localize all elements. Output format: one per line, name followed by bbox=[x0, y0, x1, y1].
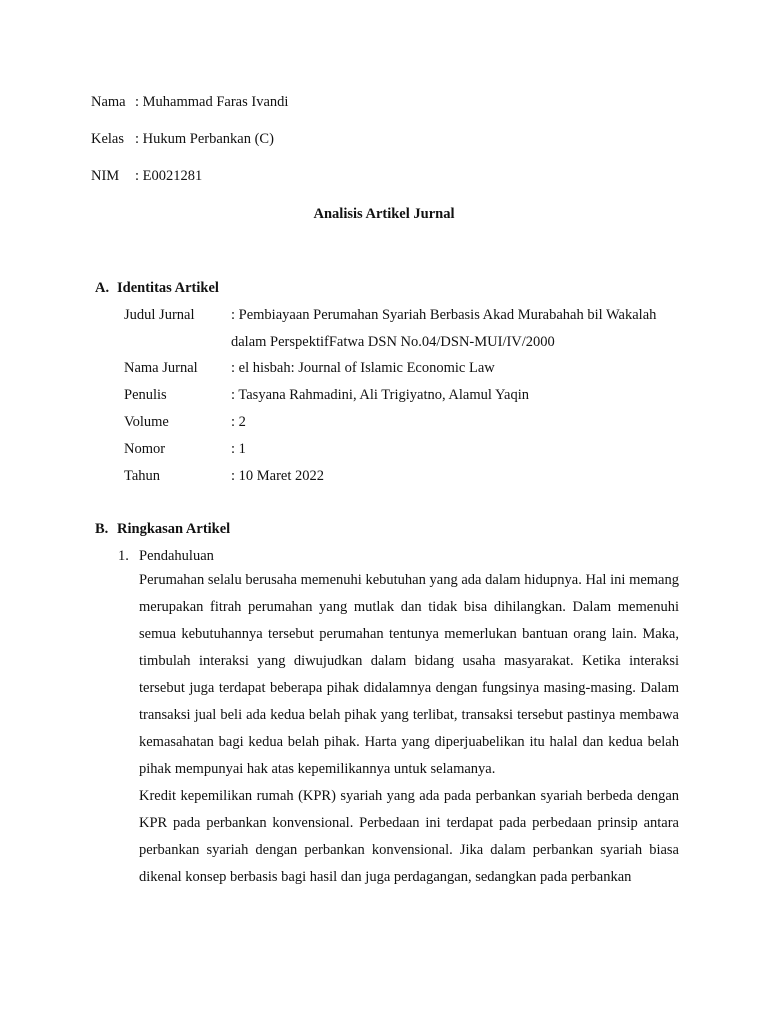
nim-label: NIM bbox=[91, 168, 120, 184]
section-a-letter: A. bbox=[95, 280, 110, 296]
section-b-title: Ringkasan Artikel bbox=[117, 521, 231, 537]
identity-label: Volume bbox=[124, 414, 169, 430]
identity-row-year bbox=[124, 466, 324, 486]
identity-value: : 1 bbox=[231, 441, 246, 457]
section-b-heading bbox=[95, 519, 230, 539]
subsection-number: 1. bbox=[118, 548, 129, 564]
subsection-heading bbox=[118, 546, 214, 566]
name-label: Nama bbox=[91, 94, 126, 110]
body-paragraph: Kredit kepemilikan rumah (KPR) syariah yang ada pada perbankan syariah berbeda dengan KPR pada perbankan konvensional. Perbedaan ini terdapat pada perbedaan prinsip antara perbankan syariah dengan perbankan konvensional. Jika dalam perbankan syariah biasa dikenal konsep berbasis bagi hasil dan juga perdagangan, sedangkan pada perbankan bbox=[139, 788, 679, 885]
identity-row-number bbox=[124, 439, 246, 459]
section-a-title: Identitas Artikel bbox=[117, 280, 219, 296]
identity-value: : 2 bbox=[231, 414, 246, 430]
body-paragraph: Perumahan selalu berusaha memenuhi kebutuhan yang ada dalam hidupnya. Hal ini memang merupakan fitrah perumahan yang mutlak dan tidak bisa dihilangkan. Dalam memenuhi semua kebutuhannya tersebut perumahan tentunya memerlukan bantuan orang lain. Maka, timbulah interaksi yang diwujudkan dalam bidang usaha masyarakat. Ketika interaksi tersebut juga terdapat beberapa pihak didalamnya dengan fungsinya masing-masing. Dalam transaksi jual beli ada kedua belah pihak yang terlibat, transaksi tersebut pastinya membawa kemasahatan bagi kedua belah pihak. Harta yang diperjuabelikan itu halal dan kedua belah pihak mempunyai hak atas kepemilikannya untuk selamanya. bbox=[139, 572, 679, 777]
identity-row-volume bbox=[124, 412, 246, 432]
class-label: Kelas bbox=[91, 131, 125, 147]
identity-value-continued: dalam PerspektifFatwa DSN No.04/DSN-MUI/IV/2000 bbox=[231, 334, 555, 350]
identity-label: Nomor bbox=[124, 441, 166, 457]
identity-value: : Pembiayaan Perumahan Syariah Berbasis Akad Murabahah bil Wakalah bbox=[231, 307, 657, 323]
identity-value: : 10 Maret 2022 bbox=[231, 468, 325, 484]
section-b-letter: B. bbox=[95, 521, 109, 537]
identity-label: Tahun bbox=[124, 468, 161, 484]
identity-label: Judul Jurnal bbox=[124, 307, 195, 323]
class-value: : Hukum Perbankan (C) bbox=[135, 131, 274, 147]
nim-value: : E0021281 bbox=[135, 168, 203, 184]
identity-value: : Tasyana Rahmadini, Ali Trigiyatno, Alamul Yaqin bbox=[231, 387, 529, 403]
identity-row-authors bbox=[124, 385, 529, 405]
student-class-row bbox=[91, 129, 274, 149]
section-a-heading bbox=[95, 278, 219, 298]
identity-label: Nama Jurnal bbox=[124, 360, 198, 376]
identity-row-journal bbox=[124, 358, 495, 378]
identity-row-title bbox=[124, 305, 656, 325]
name-value: : Muhammad Faras Ivandi bbox=[135, 94, 289, 110]
identity-value: : el hisbah: Journal of Islamic Economic Law bbox=[231, 360, 495, 376]
student-id-row bbox=[91, 166, 202, 186]
student-name-row bbox=[91, 92, 288, 112]
identity-label: Penulis bbox=[124, 387, 167, 403]
subsection-title: Pendahuluan bbox=[139, 548, 214, 564]
document-title: Analisis Artikel Jurnal bbox=[313, 206, 455, 222]
